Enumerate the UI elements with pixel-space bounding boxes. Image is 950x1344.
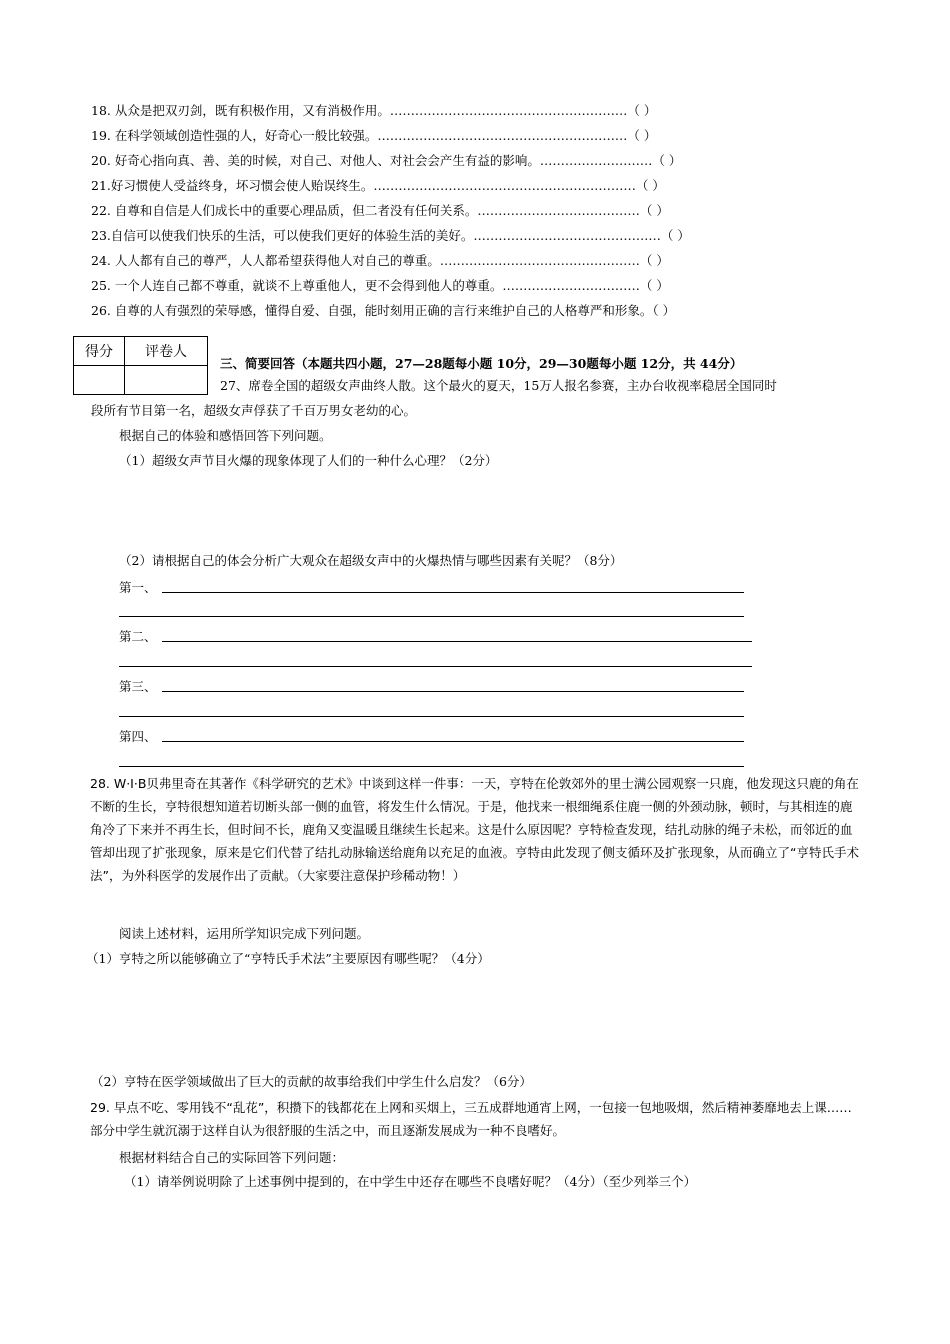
- blank-label-4: 第四、: [119, 729, 157, 744]
- judgement-item-20: 20. 好奇心指向真、善、美的时候，对自己、对他人、对社会会产生有益的影响。………………………（ ）: [91, 153, 682, 168]
- blank-label-1: 第一、: [119, 580, 157, 595]
- score-header: 得分: [74, 337, 125, 366]
- q27-text-line1: 27、席卷全国的超级女声曲终人散。这个最火的夏天，15万人报名参赛，主办台收视率稳居全国同时: [220, 378, 777, 393]
- judgement-item-26: 26. 自尊的人有强烈的荣辱感，懂得自爱、自强，能时刻用正确的言行来维护自己的人格尊严和形象。（ ）: [91, 303, 676, 318]
- q29-sub1: （1）请举例说明除了上述事例中提到的，在中学生中还存在哪些不良嗜好呢？（4分）（至少列举三个）: [124, 1174, 697, 1189]
- answer-line[interactable]: [119, 766, 744, 767]
- q29-prompt: 根据材料结合自己的实际回答下列问题：: [119, 1150, 345, 1165]
- q27-text-line2: 段所有节目第一名，超级女声俘获了千百万男女老幼的心。: [91, 403, 417, 418]
- q28-sub1: （1）亨特之所以能够确立了“亨特氏手术法”主要原因有哪些呢？（4分）: [86, 951, 490, 966]
- judgement-item-23: 23.自信可以使我们快乐的生活，可以使我们更好的体验生活的美好。………………………………………（ ）: [91, 228, 690, 243]
- judgement-item-18: 18. 从众是把双刃剑，既有积极作用，又有消极作用。…………………………………………………（ ）: [91, 103, 657, 118]
- answer-line[interactable]: [162, 691, 744, 692]
- q28-prompt: 阅读上述材料，运用所学知识完成下列问题。: [119, 926, 370, 941]
- score-table: [73, 336, 208, 395]
- judgement-item-22: 22. 自尊和自信是人们成长中的重要心理品质，但二者没有任何关系。…………………………………（ ）: [91, 203, 669, 218]
- q27-sub1: （1）超级女声节目火爆的现象体现了人们的一种什么心理？（2分）: [119, 453, 498, 468]
- q29-text: 29. 早点不吃、零用钱不“乱花”，积攒下的钱都花在上网和买烟上，三五成群地通宵上网，一包接一包地吸烟，然后精神萎靡地去上课……部分中学生就沉溺于这样自认为很舒服的生活之中，而且逐渐发展成为一种不良嗜好。: [90, 1100, 852, 1138]
- q28-sub2: （2）亨特在医学领域做出了巨大的贡献的故事给我们中学生什么启发？（6分）: [91, 1074, 532, 1089]
- judgement-item-21: 21.好习惯使人受益终身，坏习惯会使人贻误终生。………………………………………………………（ ）: [91, 178, 665, 193]
- q28-text: 28. W·I·B贝弗里奇在其著作《科学研究的艺术》中谈到这样一件事：一天，亨特在伦敦郊外的里士满公园观察一只鹿，他发现这只鹿的角在不断的生长，亨特很想知道若切断头部一侧的血管，将发生什么情况。于是，他找来一根细绳系住鹿一侧的外颈动脉，顿时，与其相连的鹿角冷了下来并不再生长，但时间不长，鹿角又变温暖且继续生长起来。这是什么原因呢？亨特检查发现，结扎动脉的绳子未松，而邻近的血管却出现了扩张现象，原来是它们代替了结扎动脉输送给鹿角以充足的血液。亨特由此发现了侧支循环及扩张现象，从而确立了“亨特氏手术法”，为外科医学的发展作出了贡献。（大家要注意保护珍稀动物！）: [90, 776, 859, 883]
- section-title: 三、简要回答（本题共四小题，27—28题每小题 10分，29—30题每小题 12分，共 44分）: [220, 356, 743, 371]
- judgement-item-25: 25. 一个人连自己都不尊重，就谈不上尊重他人，更不会得到他人的尊重。……………………………（ ）: [91, 278, 669, 293]
- answer-line[interactable]: [119, 666, 752, 667]
- judgement-item-19: 19. 在科学领域创造性强的人，好奇心一般比较强。……………………………………………………（ ）: [91, 128, 657, 143]
- answer-line[interactable]: [119, 616, 744, 617]
- judgement-item-24: 24. 人人都有自己的尊严，人人都希望获得他人对自己的尊重。…………………………………………（ ）: [91, 253, 669, 268]
- q27-sub2: （2）请根据自己的体会分析广大观众在超级女声中的火爆热情与哪些因素有关呢？（8分）: [119, 553, 623, 568]
- q27-prompt: 根据自己的体验和感悟回答下列问题。: [119, 428, 332, 443]
- answer-line[interactable]: [162, 641, 752, 642]
- answer-line[interactable]: [162, 592, 744, 593]
- answer-line[interactable]: [119, 716, 744, 717]
- grader-header: 评卷人: [125, 337, 208, 366]
- blank-label-2: 第二、: [119, 629, 157, 644]
- blank-label-3: 第三、: [119, 679, 157, 694]
- grader-cell[interactable]: [125, 366, 208, 395]
- answer-line[interactable]: [162, 741, 744, 742]
- score-cell[interactable]: [74, 366, 125, 395]
